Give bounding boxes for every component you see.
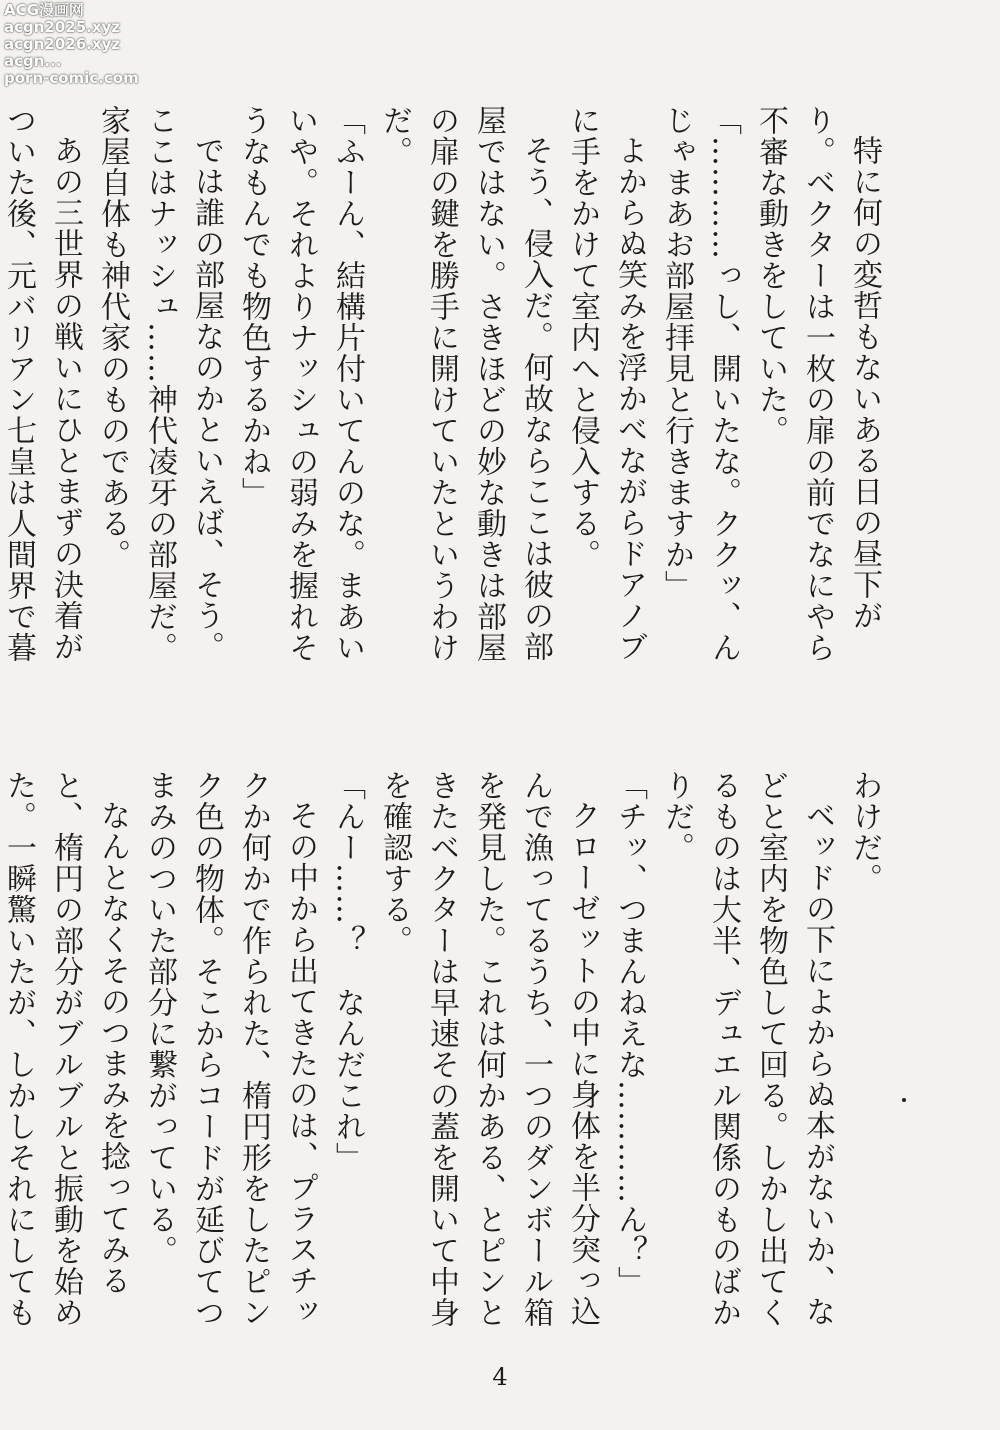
watermark-line: acgn2026.xyz — [4, 35, 121, 53]
watermark — [4, 2, 139, 87]
page-number: 4 — [492, 1363, 508, 1391]
watermark-line: acgn... — [4, 52, 62, 70]
watermark-line: ACG漫画网 — [4, 1, 84, 19]
top-text-block — [1, 105, 888, 675]
dialogue-line: 「ふーん、結構片付いてんのな。まあいいや。それよりナッシュの弱みを握れそうなもんでも物色するかね」 — [236, 105, 365, 663]
paragraph: わけだ。 — [847, 770, 882, 894]
watermark-line: porn-comic.com — [4, 69, 139, 87]
dialogue-line: 「チッ、つまんねえな…………ん？」 — [612, 770, 647, 1297]
paragraph: よからぬ笑みを浮かべながらドアノブに手をかけて室内へと侵入する。 — [565, 105, 647, 662]
paragraph: なんとなくそのつまみを捻ってみると、楕円の部分がブルブルと振動を始めた。一瞬驚いたが、しかしそれにしても — [1, 770, 130, 1328]
paragraph: あの三世界の戦いにひとまずの決着がついた後、元バリアン七皇は人間界で暮 — [1, 105, 83, 663]
dialogue-line: 「んー……？ なんだこれ」 — [330, 770, 365, 1173]
bottom-text-block — [1, 770, 888, 1330]
ink-speck — [902, 1098, 906, 1102]
dialogue-line: 「…………っし、開いたな。ククッ、んじゃまあお部屋拝見と行きますか」 — [659, 105, 741, 663]
paragraph: では誰の部屋なのかといえば、そう。ここはナッシュ……神代凌牙の部屋だ。家屋自体も神代家のものである。 — [95, 105, 224, 663]
paragraph: 特に何の変哲もないある日の昼下がり。ベクターは一枚の扉の前でなにやら不審な動きをしていた。 — [753, 105, 882, 663]
paragraph: クローゼットの中に身体を半分突っ込んで漁ってるうち、一つのダンボール箱を発見した。これは何かある、とピンときたベクターは早速その蓋を開いて中身を確認する。 — [377, 770, 600, 1328]
paragraph: その中から出てきたのは、プラスチックか何かで作られた、楕円形をしたピンク色の物体。そこからコードが延びてつまみのついた部分に繋がっている。 — [142, 770, 318, 1328]
paragraph: そう、侵入だ。何故ならここは彼の部屋ではない。さきほどの妙な動きは部屋の扉の鍵を勝手に開けていたというわけだ。 — [377, 105, 553, 663]
paragraph: ベッドの下によからぬ本がないか、などと室内を物色して回る。しかし出てくるものは大半、デュエル関係のものばかりだ。 — [659, 770, 835, 1328]
watermark-line: acgn2025.xyz — [4, 18, 121, 36]
